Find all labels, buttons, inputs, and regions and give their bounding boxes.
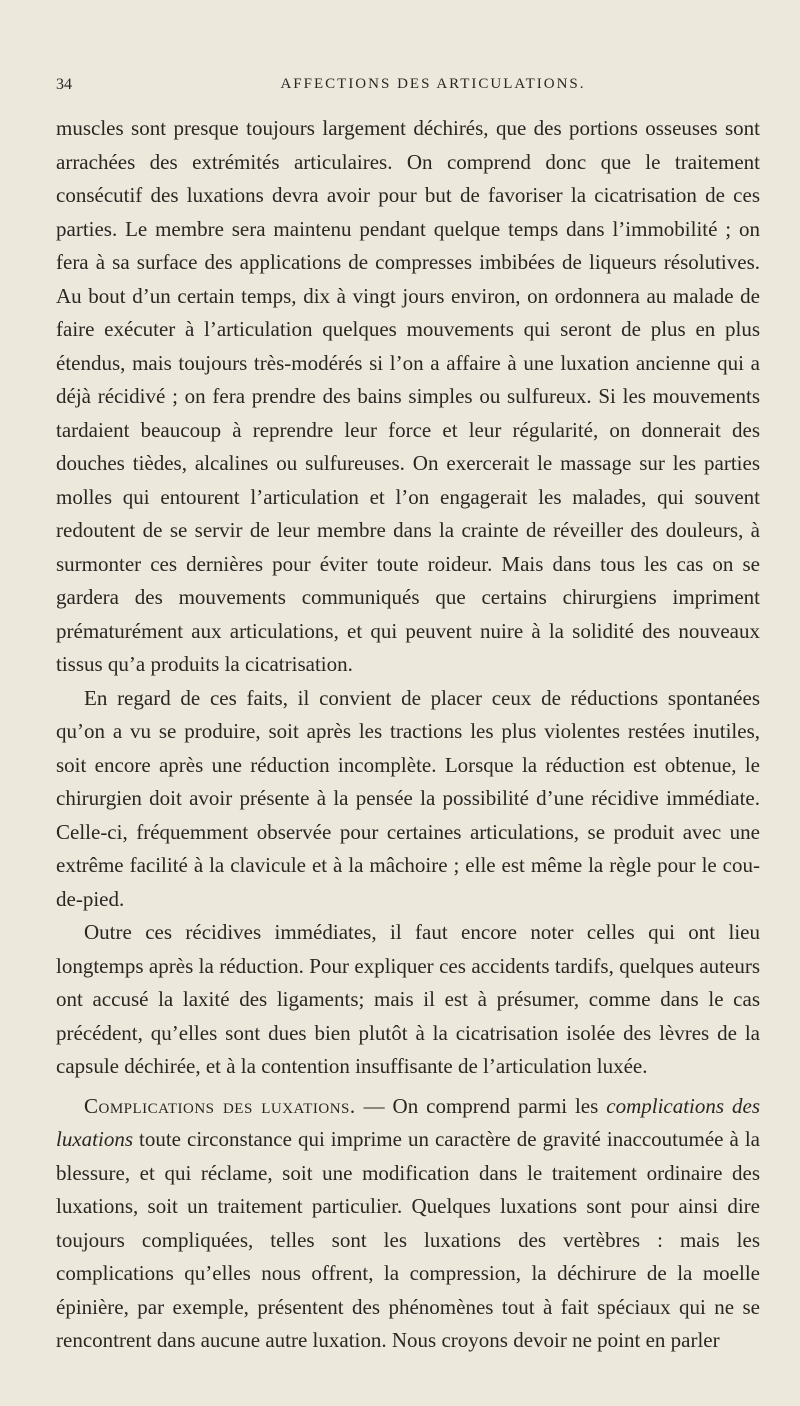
page-number: 34 — [56, 76, 72, 93]
paragraph-1: muscles sont presque toujours largement déchirés, que des portions osseuses sont arrachées des extrémités articulaires. On comprend donc que le traitement consécutif des luxations devra avoir pour but de favoriser la cicatrisation de ces parties. Le membre sera maintenu pendant quelque temps dans l’immobilité ; on fera à sa surface des applications de compresses imbibées de liqueurs résolutives. Au bout d’un certain temps, dix à vingt jours environ, on ordonnera au malade de faire exécuter à l’articulation quelques mouvements qui seront de plus en plus étendus, mais toujours très-modérés si l’on a affaire à une luxation ancienne qui a déjà récidivé ; on fera prendre des bains simples ou sulfureux. Si les mouvements tardaient beaucoup à reprendre leur force et leur régularité, on donnerait des douches tièdes, alcalines ou sulfureuses. On exercerait le massage sur les parties molles qui entourent l’articulation et l’on engagerait les malades, qui souvent redoutent de se servir de leur membre dans la crainte de réveiller des douleurs, à surmonter ces dernières pour éviter toute roideur. Mais dans tous les cas on se gardera des mouvements communiqués que certains chirurgiens impriment prématurément aux articulations, et qui peuvent nuire à la solidité des nouveaux tissus qu’a produits la cicatrisation. — [56, 116, 760, 676]
paragraph-2: En regard de ces faits, il convient de placer ceux de réductions spontanées qu’on a vu se produire, soit après les tractions les plus violentes restées inutiles, soit encore après une réduction incomplète. Lorsque la réduction est obtenue, le chirurgien doit avoir présente à la pensée la possibilité d’une récidive immédiate. Celle-ci, fréquemment observée pour certaines articulations, se produit avec une extrême facilité à la clavicule et à la mâchoire ; elle est même la règle pour le cou-de-pied. — [56, 685, 760, 911]
running-title: AFFECTIONS DES ARTICULATIONS. — [280, 76, 586, 92]
heading-dash: — On comprend parmi les — [355, 1093, 607, 1118]
italic-term: complications des luxations — [56, 1093, 760, 1151]
body-text — [56, 112, 760, 1358]
running-head — [56, 76, 760, 104]
paragraph-complications-text: toute circonstance qui imprime un caractère de gravité inaccoutumée à la blessure, et qui réclame, soit une modification dans le traitement ordinaire des luxations, soit un traitement particulier. Quelques luxations sont pour ainsi dire toujours compliquées, telles sont les luxations des vertèbres : mais les complications qu’elles nous offrent, la compression, la déchirure de la moelle épinière, par exemple, présentent des phénomènes tout à fait spéciaux qui ne se rencontrent dans aucune autre luxation. Nous croyons devoir ne point en parler — [56, 1127, 760, 1352]
section-heading: Complications des luxations. — [84, 1093, 356, 1118]
paragraph-complications — [56, 1090, 760, 1358]
paragraph-3: Outre ces récidives immédiates, il faut encore noter celles qui ont lieu longtemps après la réduction. Pour expliquer ces accidents tardifs, quelques auteurs ont accusé la laxité des ligaments; mais il est à présumer, comme dans le cas précédent, qu’elles sont dues bien plutôt à la cicatrisation isolée des lèvres de la capsule déchirée, et à la contention insuffisante de l’articulation luxée. — [56, 920, 760, 1078]
